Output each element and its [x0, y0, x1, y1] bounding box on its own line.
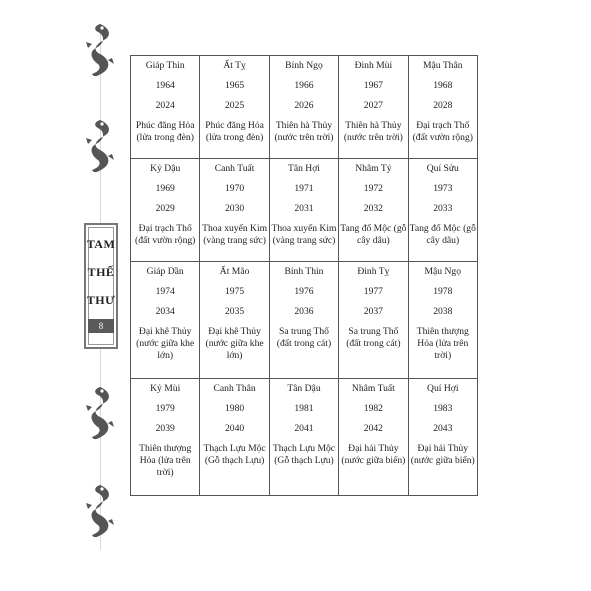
- table-cell: [200, 159, 269, 262]
- table-cell: [131, 56, 200, 159]
- year-value: 1979: [155, 403, 175, 415]
- year-name: Mậu Ngọ: [424, 266, 462, 278]
- element-text: Đại hải Thủy (nước giữa biển): [341, 442, 406, 466]
- table-cell: [131, 262, 200, 379]
- year-value: 2040: [224, 423, 245, 434]
- year-value: 2033: [433, 203, 453, 215]
- book-title-char: THƯ: [86, 293, 116, 307]
- dragon-ornament-icon: [82, 385, 118, 443]
- table-cell: [131, 159, 200, 262]
- year-value: 1975: [224, 286, 245, 298]
- year-name: Quí Hợi: [427, 383, 459, 395]
- year-value: 1980: [224, 403, 245, 415]
- year-element-table: [130, 55, 478, 496]
- year-value: 1983: [433, 403, 453, 415]
- year-value: 2026: [294, 99, 314, 111]
- year-name: Đinh Mùi: [354, 60, 393, 71]
- table-row: [131, 262, 478, 379]
- table-cell: [339, 159, 408, 262]
- year-name: Giáp Thìn: [145, 60, 185, 71]
- year-value: 2028: [433, 99, 453, 111]
- year-name: Canh Tuất: [214, 163, 255, 175]
- element-text: Đại hải Thủy (nước giữa biển): [410, 442, 475, 466]
- element-text: Đại trạch Thổ (đất vườn rộng): [135, 223, 196, 246]
- element-text: Thạch Lựu Mộc (Gỗ thạch Lựu): [203, 442, 266, 466]
- year-name: Nhâm Tuất: [351, 383, 395, 395]
- table-cell: [200, 262, 269, 379]
- year-name: Ất Mão: [219, 266, 250, 278]
- element-text: Phúc đăng Hỏa (lửa trong đèn): [135, 119, 195, 143]
- element-text: Đại trạch Thổ (đất vườn rộng): [412, 119, 473, 143]
- table-cell: [408, 262, 477, 379]
- year-value: 2037: [363, 306, 383, 318]
- element-text: Thiên hà Thủy (nước trên trời): [274, 119, 334, 143]
- year-value: 2031: [294, 203, 314, 215]
- year-value: 1976: [294, 286, 314, 298]
- year-value: 1968: [433, 79, 453, 91]
- year-value: 2041: [294, 423, 314, 434]
- year-name: Quí Sửu: [426, 163, 459, 175]
- table-cell: [408, 56, 477, 159]
- year-value: 2039: [155, 423, 175, 434]
- year-name: Canh Thân: [213, 383, 256, 395]
- year-name: Giáp Dần: [146, 266, 184, 278]
- table-cell: [339, 262, 408, 379]
- dragon-ornament-icon: [82, 118, 118, 176]
- year-value: 2035: [224, 306, 245, 318]
- table-cell: [200, 56, 269, 159]
- year-value: 2042: [363, 423, 383, 434]
- year-value: 1977: [363, 286, 383, 298]
- year-value: 2029: [155, 203, 175, 215]
- year-value: 2043: [433, 423, 453, 434]
- table-cell: [269, 262, 338, 379]
- element-text: Thoa xuyến Kim (vàng trang sức): [271, 223, 337, 246]
- element-text: Sa trung Thổ (đất trong cát): [276, 326, 332, 350]
- year-value: 1974: [155, 286, 175, 298]
- year-name: Kỷ Mùi: [150, 383, 181, 395]
- element-text: Đại khê Thủy (nước giữa khe lớn): [205, 326, 264, 362]
- table-cell: [269, 159, 338, 262]
- table-cell: [200, 379, 269, 496]
- year-value: 1981: [294, 403, 314, 415]
- table-row: [131, 159, 478, 262]
- year-name: Kỷ Dậu: [150, 163, 181, 175]
- table-cell: [339, 379, 408, 496]
- dragon-ornament-icon: [82, 22, 118, 80]
- year-value: 1965: [224, 79, 245, 91]
- year-value: 2030: [224, 203, 245, 215]
- table-cell: [131, 379, 200, 496]
- element-text: Thiên thượng Hỏa (lửa trên trời): [416, 326, 469, 362]
- year-value: 2027: [363, 99, 383, 111]
- year-name: Nhâm Tý: [355, 163, 392, 175]
- year-name: Tân Hợi: [287, 163, 320, 175]
- year-value: 2034: [155, 306, 175, 318]
- element-text: Thoa xuyến Kim (vàng trang sức): [202, 223, 268, 246]
- table-cell: [408, 379, 477, 496]
- year-value: 1978: [433, 286, 453, 298]
- element-text: Thiên thượng Hỏa (lửa trên trời): [139, 442, 192, 478]
- year-value: 2032: [363, 203, 383, 215]
- book-title-block: [84, 223, 118, 349]
- table-cell: [269, 379, 338, 496]
- element-text: Tang đố Mộc (gỗ cây dâu): [409, 223, 476, 246]
- year-name: Bính Ngọ: [285, 60, 323, 71]
- year-name: Đinh Tỵ: [357, 266, 390, 278]
- table-cell: [408, 159, 477, 262]
- year-name: Ất Tỵ: [223, 60, 246, 71]
- year-value: 1971: [294, 183, 314, 195]
- dragon-ornament-icon: [82, 483, 118, 541]
- year-value: 2038: [433, 306, 453, 318]
- year-name: Tân Dậu: [287, 383, 321, 395]
- year-value: 1967: [363, 79, 383, 91]
- year-value: 2025: [224, 99, 245, 111]
- year-name: Bính Thìn: [284, 266, 324, 278]
- year-value: 1964: [155, 79, 175, 91]
- element-text: Thiên hà Thủy (nước trên trời): [343, 119, 403, 143]
- element-text: Thạch Lựu Mộc (Gỗ thạch Lựu): [272, 442, 336, 466]
- table-cell: [269, 56, 338, 159]
- year-value: 1969: [155, 183, 175, 195]
- year-value: 1966: [294, 79, 314, 91]
- year-value: 1973: [433, 183, 453, 195]
- element-text: Sa trung Thổ (đất trong cát): [346, 326, 401, 350]
- book-title-char: TAM: [86, 237, 116, 251]
- element-text: Tang đố Mộc (gỗ cây dâu): [340, 223, 407, 246]
- year-value: 2036: [294, 306, 314, 318]
- year-value: 1970: [224, 183, 245, 195]
- year-value: 1972: [363, 183, 383, 195]
- table-cell: [339, 56, 408, 159]
- table-row: [131, 56, 478, 159]
- book-title-char: THẾ: [87, 265, 115, 279]
- year-name: Mậu Thân: [423, 60, 463, 71]
- year-value: 2024: [155, 99, 175, 111]
- table-row: [131, 379, 478, 496]
- element-text: Đại khê Thủy (nước giữa khe lớn): [136, 326, 195, 362]
- element-text: Phúc đăng Hỏa (lửa trong đèn): [205, 119, 264, 143]
- year-value: 1982: [363, 403, 383, 415]
- page-number: 8: [88, 319, 114, 333]
